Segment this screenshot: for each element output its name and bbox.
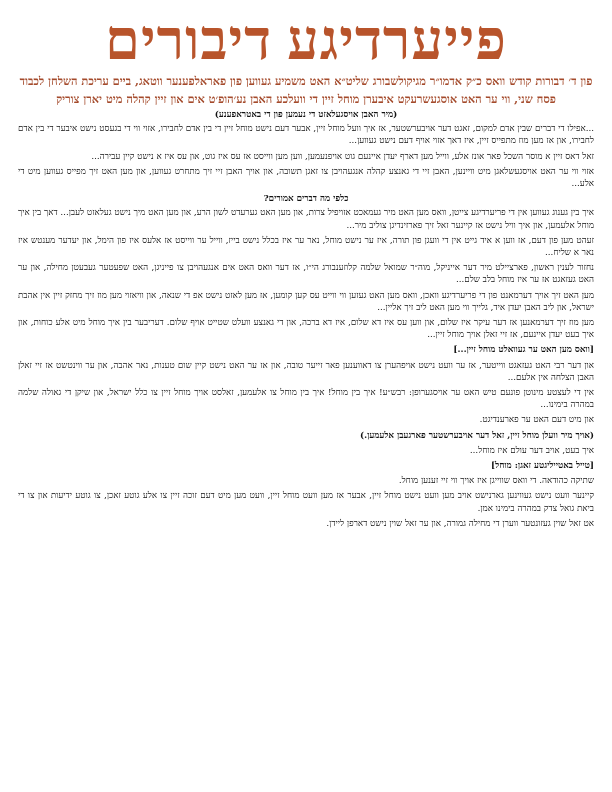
bracket-note-1: [וואס מען האט ער געוואלט מוחל זיין...]: [453, 345, 594, 356]
paragraph-13: שתיקה כהודאה. די וואס שווייגן איז אויך ווי זיי זענען מוחל.: [398, 476, 594, 487]
paragraph-4: איך בין גענוג געווען אין די פריערדיגע צייטן, וואס מען האט מיר געמאכט אזויפיל צרות, און מען האט גערעדט לשון הרע, און מען האט מיך נישט געלאזט לעבן... דאך בין איך מוחל אלעמען, און איך וויל נישט אז קיינער זאל זיך פארזינדיגן צוליב מיר...: [18, 208, 594, 231]
paragraph-9: און דער רבי האט געזאגט ווייטער, אז ער וועט נישט אויפהערן צו דאווענען פאר זייער טובה, און אז ער האט נישט קיין שום טענות, נאר אהבה, און ער ווינטשט אז זיי זאלן האבן הצלחה אין אלעם...: [18, 360, 594, 383]
section-heading: כלפי מה דברים אמורים?: [263, 194, 349, 205]
paragraph-2: זאל דאס זיין א מוסר השכל פאר אונז אלע, ווייל מען דארף יעדן איינעם גוט אויפנעמען, ווען מען ווייסט אז עס איז גוט, און עס איז א נישט קיין עבירה...: [91, 151, 594, 162]
paragraph-10: אין די לעצטע מינוטן פונעם טיש האט ער אויסגערופן: רבש״ע! איך בין מוחל! איך בין מוחל צו אלעמען, זאלסט אויך מוחל זיין צו כלל ישראל, און שיקן די גאולה שלמה במהרה בימינו...: [18, 388, 594, 411]
paragraph-12: איך בעט, אויב דער עולם איז מוחל...: [469, 445, 594, 456]
article-body: [18, 108, 594, 784]
paragraph-11: און מיט דעם האט ער פארענדיגט.: [479, 415, 594, 426]
paragraph-3: אזוי ווי ער האט אויסגעשלאגן מיט וויינען, האבן זיי די גאנצע קהלה אנגעהויבן צו זאגן תשובה, און אויך האבן זיי זיך מתחרט געווען, און מען האט זיך מפייס געווען מיט די אלע...: [18, 166, 594, 190]
paragraph-14: קיינער וועט נישט געווינען גארנישט אויב מען וועט נישט מוחל זיין, אבער אז מען וועט מוחל זיין, וועט מען מיט דעם זוכה זיין צו אלע גוטע זאכן, צו גוטע ידיעות און צו די ביאת גואל צדק במהרה בימינו אמן.: [18, 491, 594, 514]
page-title: פייערדיגע דיבורים: [105, 10, 507, 72]
paragraph-6: נחזור לענין ראשון, פארציילט מיר דער אייניקל, מוה״ר שמואל שלמה קלוזענבורג הי״ו, אז דער וואס האט אים אנגעהויבן צו פייניגן, האט שפעטער געבעטן מחילה, און ער האט געזאגט אז ער איז מוחל בלב שלם...: [18, 263, 594, 286]
paragraph-8: מען מוז זיך דערמאנען אז דער עיקר איז שלום, און ווען עס איז דא שלום, איז דא ברכה, און די גאנצע וועלט שטייט אויף שלום. דעריבער בין איך מוחל מיט אלע כוחות, און איך בעט יעדן איינעם, אז זיי זאלן אויך מוחל זיין...: [18, 318, 594, 341]
bracket-note-2: (אויך מיר וועלן מוחל זיין, זאל דער אויבערשטער פארגעבן אלעמען.): [360, 430, 594, 441]
paragraph-5: זעהט מען פון דעם, אז ווען א איד גייט אין די וועגן פון תורה, איז ער נישט מוחל, נאר ער איז בכלל נישט בייז, ווייל ער ווייסט אז אלעס איז פון הימל, און יעדער מענטש איז נאר א שליח...: [18, 235, 594, 259]
bracket-note-3: [טייל באטייליגטע זאגן: מוחל]: [491, 461, 594, 472]
paragraph-1: ...אפילו די דברים שבין אדם למקום, זאגט דער אויבערשטער, אז איך וועל מוחל זיין, אבער דעם נישט מוחל זיין די בין אדם לחבירו, אזוי ווי די בגעסט נישט איבער די בין אדם לחבירו, און אז מען מוז מתפייס זיין, איז דאך אזוי אויף דעם נישט געווען...: [18, 124, 594, 147]
paragraph-7: מען האט זיך אויך דערמאנט פון די פריערדיגע וואכן, וואס מען האט געזען ווי ווייט עס קען קומען, אז מען לאזט נישט אפ די שנאה, און וויאזוי מען מוז זיך מחזק זיין אין אהבת ישראל, און ליב האבן יעדן איד, גלייך ווי מען האט ליב זיך אליין...: [18, 290, 594, 313]
paragraph-15: אט זאל שוין געזונטער ווערן די מחילה גמורה, און ער זאל שוין נישט דארפן ליידן.: [326, 518, 594, 529]
note-line: (מיר האבן אויסגעלאזט די נעמען פון די באטראפענע): [214, 110, 398, 120]
page-subtitle: פון ד׳ דבורות קודש וואס כ״ק אדמו״ר מגיקולשבורג שליט״א האט משמיע געווען פון פאראלפענער ווטאג, ביים עריכת השלחן לכבוד פסח שני, ווי ער האט אוסגעשרעקט איבערן מוחל זיין די וועלכע האבן נע׳הופ׳ט אים און זיין קהלה מיט יארן צוריק: [19, 74, 593, 106]
